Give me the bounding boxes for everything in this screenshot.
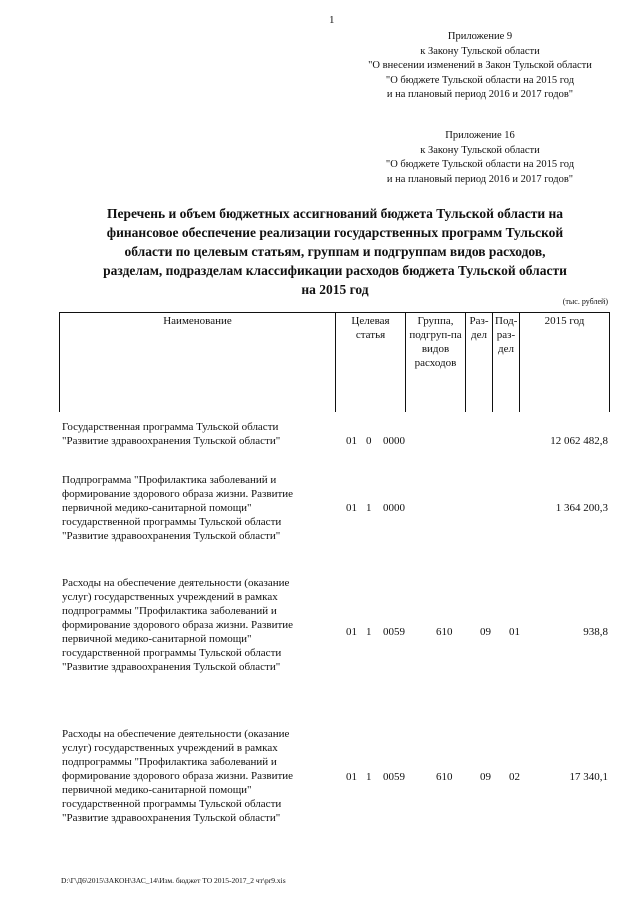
title-line: разделам, подразделам классификации расходов бюджета Тульской области [103,263,567,278]
row-amount: 12 062 482,8 [550,435,608,447]
appendix-16-line: и на плановый период 2016 и 2017 годов" [386,173,574,185]
row-section: 09 [480,771,491,783]
row-name-line: Государственная программа Тульской области [62,421,279,433]
row-name-line: первичной медико-санитарной помощи" [62,633,252,645]
row-name-line: услуг) государственных учреждений в рамках [62,591,278,603]
row-name-line: формирование здорового образа жизни. Развитие [62,619,294,631]
row-name-line: Расходы на обеспечение деятельности (оказание [62,728,290,740]
table-row [62,420,338,448]
document-title [60,204,610,299]
row-amount: 938,8 [583,626,608,638]
page-number: 1 [329,14,335,26]
row-name-line: "Развитие здравоохранения Тульской области" [62,530,281,542]
row-name-line: первичной медико-санитарной помощи" [62,784,252,796]
row-code: 0059 [383,626,405,638]
appendix-9-line: "О внесении изменений в Закон Тульской области [368,60,592,71]
row-code: 1 [366,771,372,783]
header-group: Группа, подгруп-па видов расходов [406,313,466,413]
row-code: 0059 [383,771,405,783]
appendix-9-line: "О бюджете Тульской области на 2015 год [385,74,575,86]
row-group: 610 [436,626,453,638]
appendix-9-line: Приложение 9 [447,31,513,42]
row-code: 01 [346,626,357,638]
row-amount: 1 364 200,3 [555,502,608,514]
row-name-line: подпрограммы "Профилактика заболеваний и [62,756,277,768]
row-name-line: государственной программы Тульской области [62,647,282,659]
row-name-line: "Развитие здравоохранения Тульской области" [62,661,281,673]
row-name-line: подпрограммы "Профилактика заболеваний и [62,605,277,617]
row-code: 01 [346,435,357,447]
appendix-16-line: Приложение 16 [445,130,515,141]
title-line: финансовое обеспечение реализации государственных программ Тульской [106,225,564,240]
units-label: (тыс. рублей) [562,297,608,306]
row-code: 0000 [383,435,405,447]
row-group: 610 [436,771,453,783]
header-target: Целевая статья [336,313,406,413]
table-row [62,473,338,543]
row-code: 1 [366,626,372,638]
row-code: 01 [346,771,357,783]
footer-file-path: D:\Г\Д6\2015\ЗАКОН\ЗАС_14\Изм. бюджет ТО 2015-2017_2 чт\pr9.xis [61,876,286,885]
row-name-line: формирование здорового образа жизни. Развитие [62,770,294,782]
table-row [62,576,338,674]
row-code: 01 [346,502,357,514]
row-name-line: первичной медико-санитарной помощи" [62,502,252,514]
row-name-line: государственной программы Тульской области [62,516,282,528]
row-name-line: услуг) государственных учреждений в рамках [62,742,278,754]
table-row [62,727,338,825]
row-name-line: формирование здорового образа жизни. Развитие [62,488,294,500]
title-line: на 2015 год [301,282,369,297]
row-name-line: "Развитие здравоохранения Тульской области" [62,435,281,447]
row-code: 0000 [383,502,405,514]
header-year: 2015 год [520,313,610,413]
header-section: Раз-дел [466,313,493,413]
row-subsection: 01 [509,626,520,638]
row-name-line: государственной программы Тульской области [62,798,282,810]
table-header [59,312,610,412]
appendix-9-line: к Закону Тульской области [420,45,540,57]
row-code: 0 [366,435,372,447]
appendix-16-line: к Закону Тульской области [420,144,540,156]
row-name-line: Расходы на обеспечение деятельности (оказание [62,577,290,589]
title-line: Перечень и объем бюджетных ассигнований бюджета Тульской области на [106,206,564,221]
header-name: Наименование [60,313,336,413]
header-subsection: Под-раз-дел [493,313,520,413]
appendix-9-block [330,30,630,103]
row-amount: 17 340,1 [569,771,608,783]
row-name-line: "Развитие здравоохранения Тульской области" [62,812,281,824]
appendix-9-line: и на плановый период 2016 и 2017 годов" [386,89,574,100]
row-code: 1 [366,502,372,514]
row-subsection: 02 [509,771,520,783]
appendix-16-block [330,129,630,187]
row-name-line: Подпрограмма "Профилактика заболеваний и [62,474,277,486]
appendix-16-line: "О бюджете Тульской области на 2015 год [385,159,575,170]
title-line: области по целевым статьям, группам и подгруппам видов расходов, [124,244,546,259]
row-section: 09 [480,626,491,638]
